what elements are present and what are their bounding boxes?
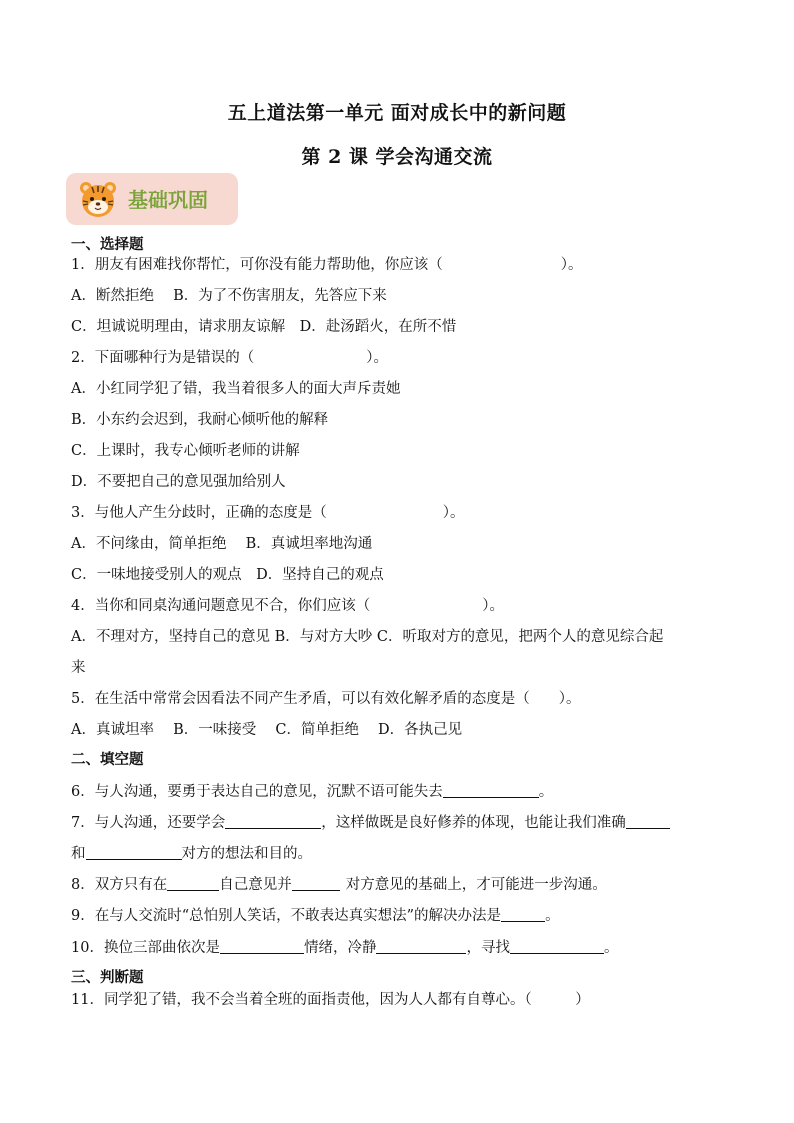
question-3-options-ab: A．不问缘由，简单拒绝 B．真诚坦率地沟通 [71, 536, 373, 552]
question-10 [71, 936, 618, 957]
answer-space [370, 598, 482, 612]
question-10-text-b: 情绪，冷静 [303, 940, 377, 956]
question-8-text-b: 自己意见并 [219, 877, 292, 893]
answer-space [327, 505, 443, 519]
section-heading-choice: 一、选择题 [71, 236, 144, 253]
fill-blank[interactable] [86, 845, 182, 860]
question-3-text: 3．与他人产生分歧时，正确的态度是（ [71, 505, 327, 521]
question-7-text-d: 对方的想法和目的。 [181, 846, 312, 862]
question-7-text: 7．与人沟通，还要学会 [71, 815, 226, 831]
question-4-options: A．不理对方，坚持自己的意见 B．与对方大吵 C．听取对方的意见，把两个人的意见综合起 [71, 629, 664, 645]
fill-blank[interactable] [376, 939, 466, 954]
question-11: 11．同学犯了错，我不会当着全班的面指责他，因为人人都有自尊心。（ ） [71, 992, 590, 1008]
question-6-end: 。 [538, 784, 554, 800]
question-10-text: 10．换位三部曲依次是 [71, 940, 220, 956]
tiger-face-icon [78, 179, 118, 219]
question-8 [71, 873, 607, 894]
question-1-options-ab: A．断然拒绝 B．为了不伤害朋友，先答应下来 [71, 288, 387, 304]
question-1-options-cd: C．坦诚说明理由，请求朋友谅解 D．赴汤蹈火，在所不惜 [71, 319, 457, 335]
question-2-option-c: C．上课时，我专心倾听老师的讲解 [71, 443, 300, 459]
question-7-cont [71, 842, 312, 863]
question-8-text-c: 对方意见的基础上，才可能进一步沟通。 [345, 877, 607, 893]
question-3 [71, 501, 464, 522]
question-4-text: 4．当你和同桌沟通问题意见不合，你们应该（ [71, 598, 371, 614]
question-2-text: 2．下面哪种行为是错误的（ [71, 350, 255, 366]
answer-space [443, 257, 561, 271]
question-5-options: A．真诚坦率 B．一味接受 C．简单拒绝 D．各执己见 [71, 722, 463, 738]
question-7 [71, 811, 670, 832]
section-badge [66, 173, 238, 225]
fill-blank[interactable] [626, 814, 670, 829]
question-10-end: 。 [603, 940, 619, 956]
fill-blank[interactable] [167, 876, 219, 891]
fill-blank[interactable] [225, 814, 321, 829]
question-4 [71, 594, 504, 615]
question-7-text-c: 和 [71, 846, 86, 862]
fill-blank[interactable] [292, 876, 340, 891]
section-heading-fill: 二、填空题 [71, 751, 144, 768]
question-8-text: 8．双方只有在 [71, 877, 168, 893]
question-6 [71, 780, 553, 801]
question-9-end: 。 [545, 908, 560, 924]
question-3-options-cd: C．一味地接受别人的观点 D．坚持自己的观点 [71, 567, 384, 583]
question-9-text: 9．在与人交流时“总怕别人笑话，不敢表达真实想法”的解决办法是 [71, 908, 502, 924]
question-4-end: ）。 [482, 598, 504, 614]
question-5: 5．在生活中常常会因看法不同产生矛盾，可以有效化解矛盾的态度是（ ）。 [71, 691, 581, 707]
question-4-options-cont: 来 [71, 660, 86, 676]
question-1-text: 1．朋友有困难找你帮忙，可你没有能力帮助他，你应该（ [71, 257, 443, 273]
page-title: 五上道法第一单元 面对成长中的新问题 [227, 102, 567, 124]
fill-blank[interactable] [220, 939, 304, 954]
question-9 [71, 904, 560, 925]
fill-blank[interactable] [501, 907, 545, 922]
question-3-end: ）。 [442, 505, 465, 521]
question-1 [71, 253, 582, 274]
question-6-text: 6．与人沟通，要勇于表达自己的意见，沉默不语可能失去 [71, 784, 443, 800]
badge-label: 基础巩固 [128, 188, 208, 212]
question-7-text-b: ，这样做既是良好修养的体现，也能让我们准确 [321, 815, 626, 831]
question-2-option-d: D．不要把自己的意见强加给别人 [71, 474, 286, 490]
question-2-end: ）。 [366, 350, 388, 366]
lesson-subtitle: 第 2 课 学会沟通交流 [301, 146, 493, 168]
fill-blank[interactable] [510, 939, 604, 954]
question-2 [71, 346, 388, 367]
question-1-end: ）。 [560, 257, 583, 273]
question-2-option-a: A．小红同学犯了错，我当着很多人的面大声斥责她 [71, 381, 401, 397]
answer-space [254, 350, 366, 364]
question-10-text-c: ，寻找 [466, 940, 510, 956]
question-2-option-b: B．小东约会迟到，我耐心倾听他的解释 [71, 412, 329, 428]
section-heading-judge: 三、判断题 [71, 969, 144, 986]
fill-blank[interactable] [443, 783, 539, 798]
